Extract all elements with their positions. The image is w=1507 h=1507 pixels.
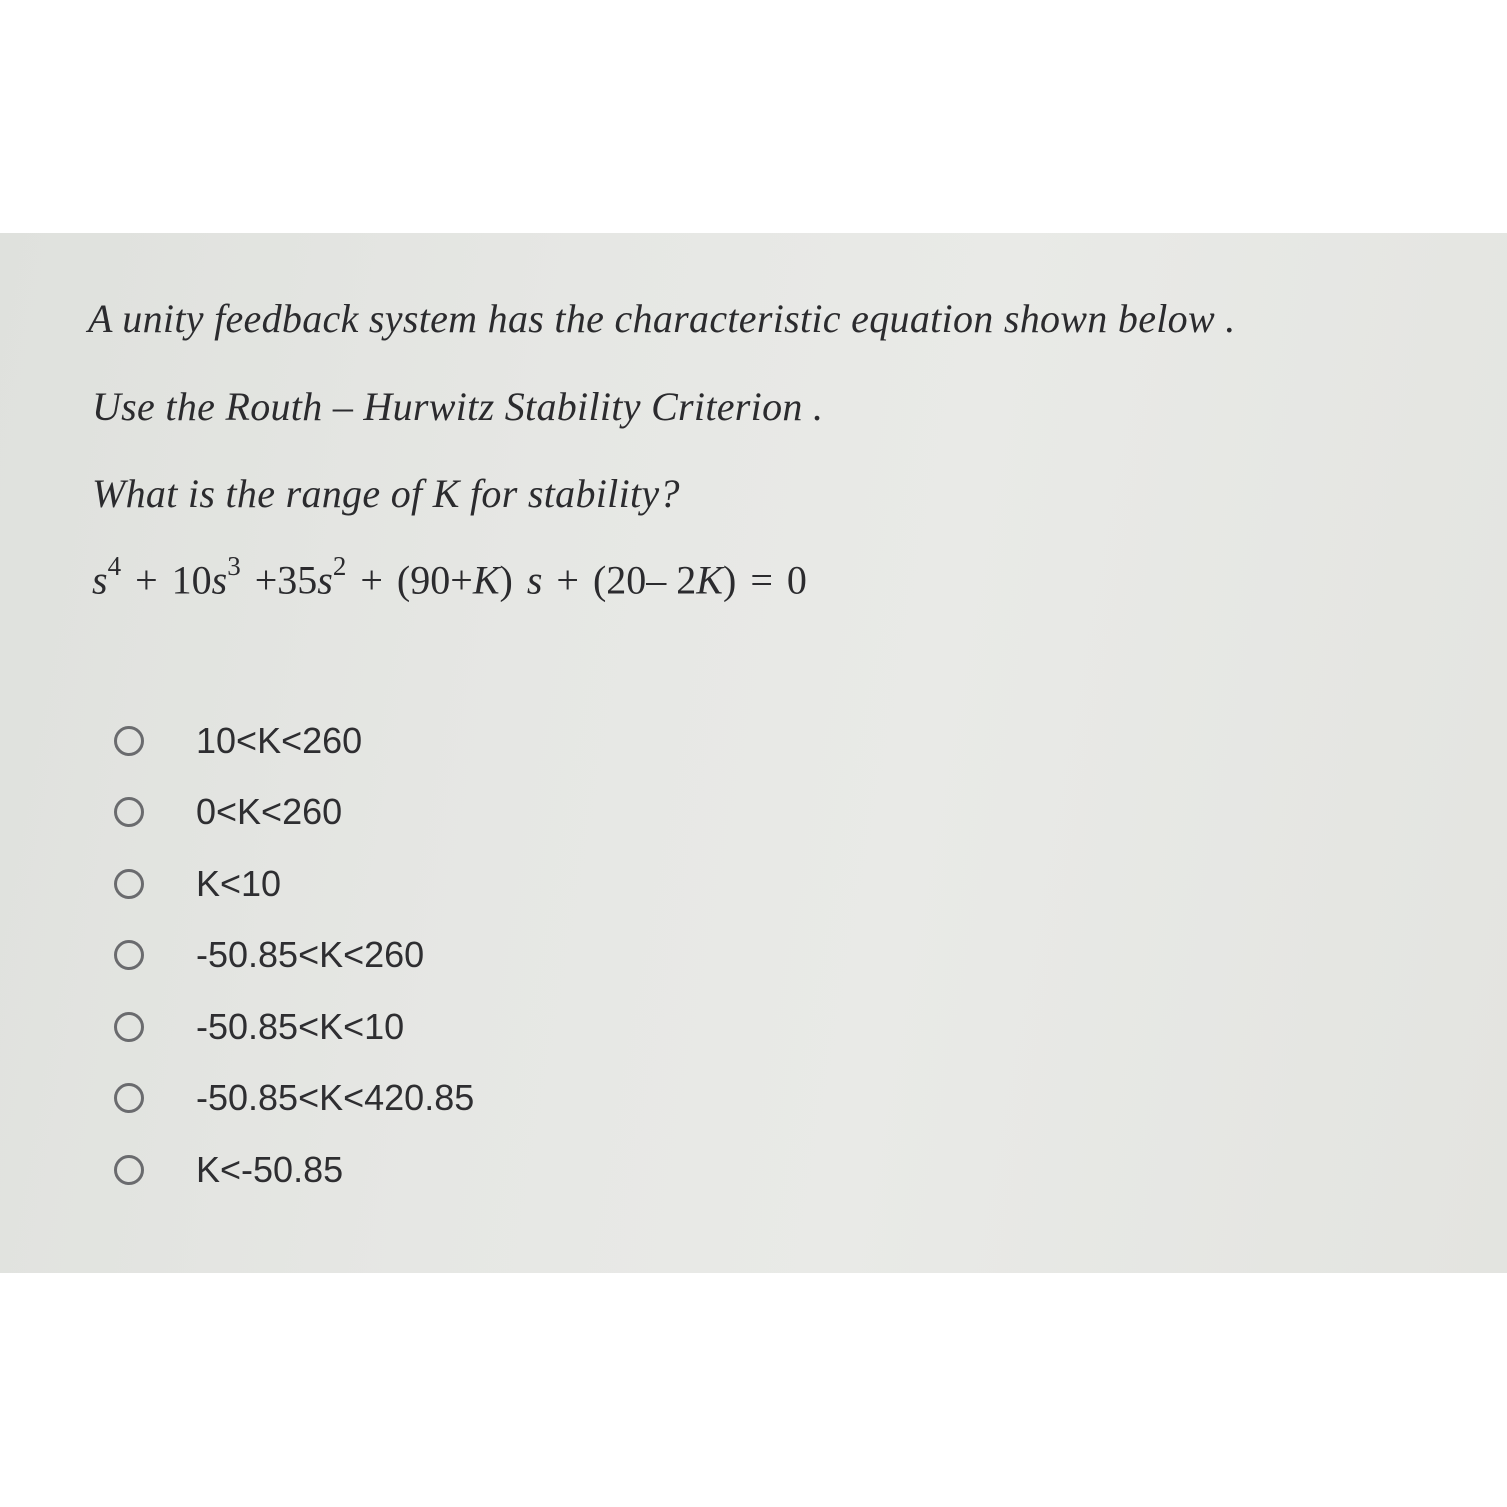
characteristic-equation [92, 551, 807, 603]
answer-option[interactable] [114, 848, 474, 920]
eq-coefficient: 35 [277, 557, 318, 603]
answer-option-label[interactable]: K<10 [196, 862, 282, 904]
eq-paren-close: ) [499, 557, 513, 603]
radio-button[interactable] [114, 940, 144, 970]
answer-option[interactable] [114, 705, 474, 777]
answer-option-label[interactable]: -50.85<K<260 [196, 934, 425, 976]
question-line-1: A unity feedback system has the characteristic equation shown below . [88, 296, 1236, 341]
question-line-3: What is the range of K for stability? [92, 471, 680, 516]
eq-rhs: 0 [786, 557, 807, 603]
answer-option[interactable] [114, 991, 474, 1063]
answer-option[interactable] [114, 1063, 474, 1135]
radio-button[interactable] [114, 1012, 144, 1042]
eq-operator: + [135, 557, 158, 603]
eq-term-var: K [472, 557, 500, 603]
eq-term-var: K [696, 557, 723, 603]
eq-paren-open: (20– 2 [592, 557, 697, 603]
eq-operator: + [360, 557, 383, 603]
answer-option-label[interactable]: 0<K<260 [196, 791, 343, 833]
answer-option-label[interactable]: K<-50.85 [196, 1148, 344, 1190]
eq-term-var: s [92, 557, 108, 603]
eq-term-var: s [526, 557, 543, 603]
radio-button[interactable] [114, 797, 144, 827]
question-card [0, 233, 1507, 1273]
eq-operator: + [556, 557, 579, 603]
radio-button[interactable] [114, 1083, 144, 1113]
eq-operator: + [254, 557, 278, 603]
answer-option-label[interactable]: 10<K<260 [196, 719, 363, 761]
eq-paren-close: ) [722, 557, 737, 603]
radio-button[interactable] [114, 869, 144, 899]
answer-option[interactable] [114, 777, 474, 849]
eq-paren-open: (90+ [396, 557, 473, 603]
eq-term-var: s [317, 557, 333, 603]
eq-exponent: 4 [107, 551, 122, 581]
answer-option[interactable] [114, 920, 474, 992]
question-line-2: Use the Routh – Hurwitz Stability Criterion . [92, 384, 824, 429]
radio-button[interactable] [114, 726, 144, 756]
answer-options [114, 705, 474, 1206]
eq-exponent: 3 [227, 551, 241, 581]
answer-option[interactable] [114, 1134, 474, 1206]
eq-equals: = [750, 557, 773, 603]
eq-term-var: s [211, 557, 228, 603]
answer-option-label[interactable]: -50.85<K<10 [196, 1005, 405, 1047]
eq-exponent: 2 [332, 551, 347, 581]
radio-button[interactable] [114, 1155, 144, 1185]
eq-coefficient: 10 [171, 557, 212, 603]
answer-option-label[interactable]: -50.85<K<420.85 [196, 1077, 475, 1119]
